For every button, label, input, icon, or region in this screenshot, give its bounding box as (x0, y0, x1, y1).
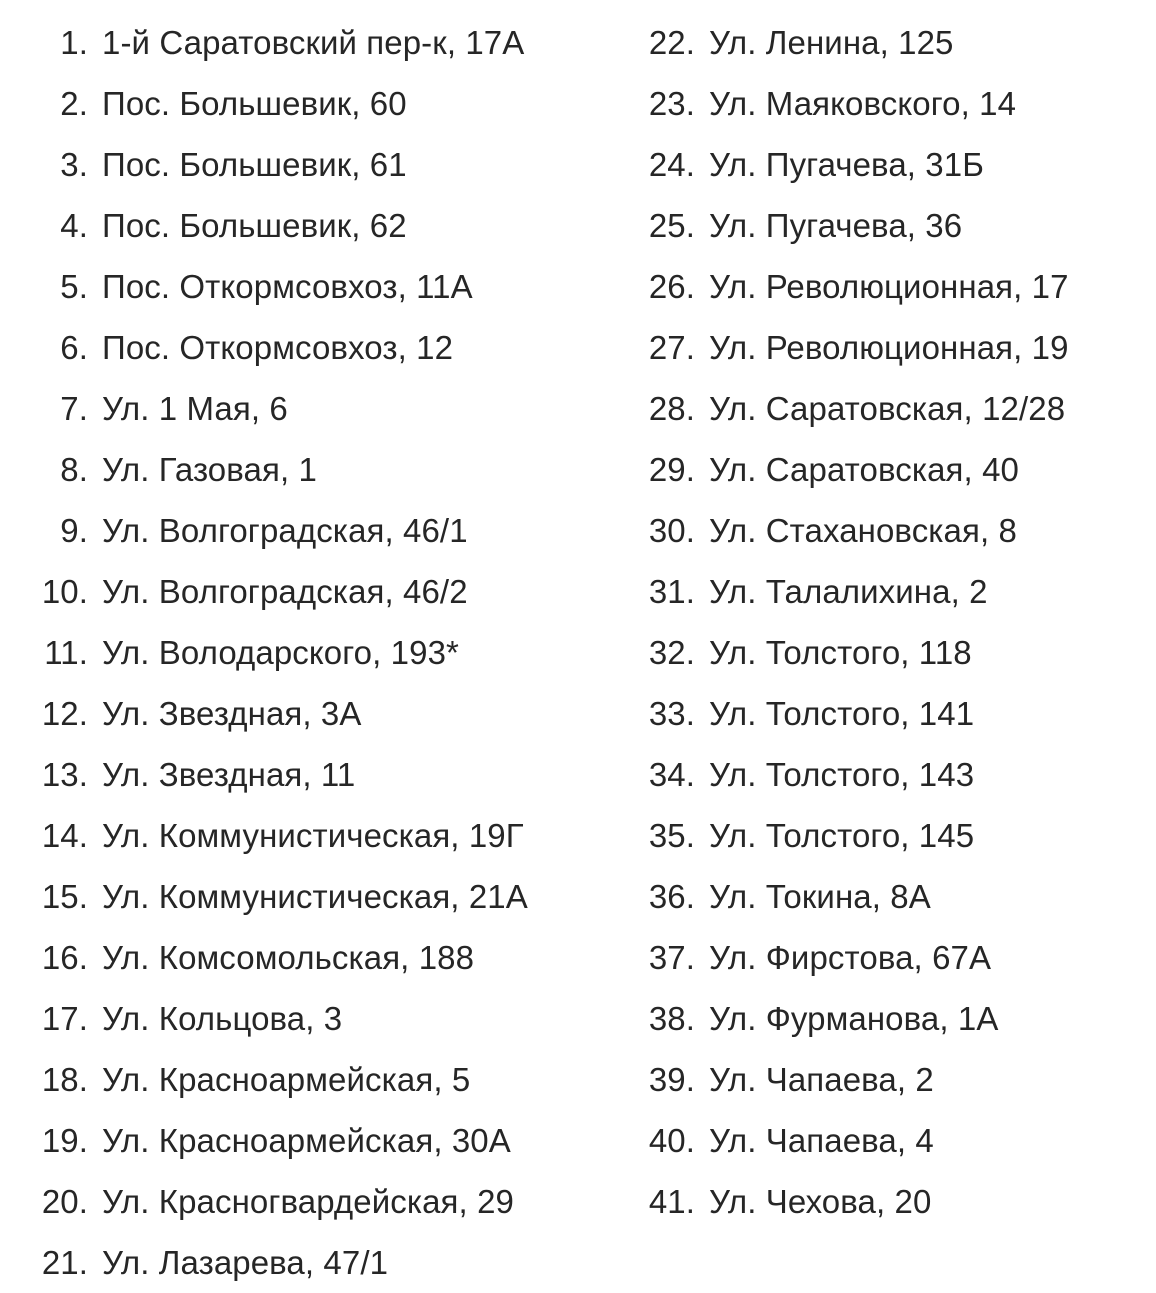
list-item-number: 36. (648, 878, 695, 915)
list-item-number: 10. (41, 573, 88, 610)
list-item-address: Ул. Володарского, 193* (102, 634, 459, 671)
list-item (0, 683, 600, 744)
list-item-address: Ул. Талалихина, 2 (709, 573, 988, 610)
list-item-address: Ул. Красноармейская, 5 (102, 1061, 471, 1098)
list-item (600, 378, 1156, 439)
list-item-number: 16. (41, 939, 88, 976)
list-item-address: Ул. Токина, 8А (709, 878, 931, 915)
list-item-number: 31. (648, 573, 695, 610)
list-item-address: Пос. Откормсовхоз, 12 (102, 329, 454, 366)
list-item (600, 988, 1156, 1049)
list-item (600, 12, 1156, 73)
list-item-number: 21. (41, 1244, 88, 1281)
list-item-number: 26. (648, 268, 695, 305)
list-item-number: 12. (41, 695, 88, 732)
list-item (600, 134, 1156, 195)
list-item-number: 38. (648, 1000, 695, 1037)
list-item-address: Ул. Маяковского, 14 (709, 85, 1017, 122)
list-item-address: Ул. Лазарева, 47/1 (102, 1244, 389, 1281)
list-item-number: 11. (44, 634, 88, 671)
list-item (0, 988, 600, 1049)
list-item (0, 439, 600, 500)
list-item-address: Ул. Волгоградская, 46/2 (102, 573, 468, 610)
list-item-address: Ул. Ленина, 125 (709, 24, 954, 61)
list-item-address: Ул. Кольцова, 3 (102, 1000, 343, 1037)
list-item-address: Ул. Пугачева, 36 (709, 207, 963, 244)
list-item (600, 73, 1156, 134)
list-item-number: 15. (41, 878, 88, 915)
list-item (0, 622, 600, 683)
list-item-number: 40. (648, 1122, 695, 1159)
list-item-address: Ул. Газовая, 1 (102, 451, 317, 488)
list-item-number: 35. (648, 817, 695, 854)
list-item (0, 378, 600, 439)
list-item (0, 500, 600, 561)
list-item-address: 1-й Саратовский пер-к, 17А (102, 24, 525, 61)
list-item-number: 19. (41, 1122, 88, 1159)
address-list-column-right (600, 0, 1156, 1232)
list-item-address: Ул. Толстого, 143 (709, 756, 975, 793)
list-item (0, 195, 600, 256)
list-item-address: Ул. Звездная, 11 (102, 756, 356, 793)
list-item (600, 317, 1156, 378)
list-item (600, 927, 1156, 988)
list-item-address: Ул. Коммунистическая, 19Г (102, 817, 524, 854)
list-item-number: 1. (60, 24, 88, 61)
list-item-address: Ул. Стахановская, 8 (709, 512, 1017, 549)
list-item-number: 2. (60, 85, 88, 122)
list-item-number: 4. (60, 207, 88, 244)
list-item-address: Ул. Комсомольская, 188 (102, 939, 475, 976)
list-item (600, 500, 1156, 561)
list-item-number: 32. (648, 634, 695, 671)
list-item-number: 8. (60, 451, 88, 488)
list-item-address: Ул. Коммунистическая, 21А (102, 878, 528, 915)
list-item (0, 1049, 600, 1110)
list-item-address: Ул. Толстого, 145 (709, 817, 975, 854)
list-item-address: Ул. Волгоградская, 46/1 (102, 512, 468, 549)
list-item-number: 5. (60, 268, 88, 305)
list-item (0, 1232, 600, 1293)
list-item (600, 439, 1156, 500)
list-item-address: Ул. Чапаева, 2 (709, 1061, 934, 1098)
list-item-address: Пос. Большевик, 61 (102, 146, 407, 183)
list-item (600, 866, 1156, 927)
list-item-number: 27. (648, 329, 695, 366)
list-item (0, 73, 600, 134)
list-item-address: Ул. Чапаева, 4 (709, 1122, 934, 1159)
list-item-number: 13. (41, 756, 88, 793)
list-item-address: Ул. Звездная, 3А (102, 695, 362, 732)
list-item (0, 866, 600, 927)
list-item-address: Ул. Саратовская, 40 (709, 451, 1019, 488)
list-item-number: 3. (60, 146, 88, 183)
list-item (0, 561, 600, 622)
list-item (600, 561, 1156, 622)
list-item (600, 683, 1156, 744)
list-item-number: 7. (60, 390, 88, 427)
list-item (600, 256, 1156, 317)
list-item-number: 39. (648, 1061, 695, 1098)
list-item (0, 12, 600, 73)
list-item-number: 41. (648, 1183, 695, 1220)
list-item-number: 14. (41, 817, 88, 854)
list-item-number: 30. (648, 512, 695, 549)
list-item (0, 317, 600, 378)
list-item-number: 33. (648, 695, 695, 732)
list-item-number: 17. (41, 1000, 88, 1037)
list-item-number: 29. (648, 451, 695, 488)
list-item-number: 23. (648, 85, 695, 122)
list-item (600, 1110, 1156, 1171)
list-item (600, 622, 1156, 683)
list-item (0, 1171, 600, 1232)
list-item (0, 1110, 600, 1171)
list-item-number: 18. (41, 1061, 88, 1098)
list-item-number: 20. (41, 1183, 88, 1220)
list-item-address: Ул. Красноармейская, 30А (102, 1122, 511, 1159)
list-item-number: 22. (648, 24, 695, 61)
list-item (600, 805, 1156, 866)
list-item-number: 28. (648, 390, 695, 427)
list-item (600, 1049, 1156, 1110)
list-item-address: Пос. Большевик, 62 (102, 207, 407, 244)
list-item-number: 9. (60, 512, 88, 549)
list-item-address: Ул. Революционная, 17 (709, 268, 1069, 305)
list-item-address: Ул. Пугачева, 31Б (709, 146, 984, 183)
list-item (0, 927, 600, 988)
list-item (600, 744, 1156, 805)
list-item-address: Ул. 1 Мая, 6 (102, 390, 288, 427)
list-item-number: 25. (648, 207, 695, 244)
list-item-number: 34. (648, 756, 695, 793)
list-item-number: 24. (648, 146, 695, 183)
list-item-address: Ул. Революционная, 19 (709, 329, 1069, 366)
list-item-number: 37. (648, 939, 695, 976)
list-item-address: Ул. Фурманова, 1А (709, 1000, 999, 1037)
list-item-address: Ул. Красногвардейская, 29 (102, 1183, 514, 1220)
list-item-address: Пос. Откормсовхоз, 11А (102, 268, 473, 305)
list-item (0, 744, 600, 805)
list-item (0, 805, 600, 866)
list-item-address: Ул. Саратовская, 12/28 (709, 390, 1066, 427)
list-item-address: Ул. Чехова, 20 (709, 1183, 932, 1220)
list-item (600, 195, 1156, 256)
list-item (0, 134, 600, 195)
list-item-address: Ул. Толстого, 141 (709, 695, 975, 732)
list-item-address: Ул. Фирстова, 67А (709, 939, 992, 976)
list-item (0, 256, 600, 317)
list-item-address: Ул. Толстого, 118 (709, 634, 972, 671)
list-item-address: Пос. Большевик, 60 (102, 85, 407, 122)
list-item-number: 6. (60, 329, 88, 366)
list-item (600, 1171, 1156, 1232)
